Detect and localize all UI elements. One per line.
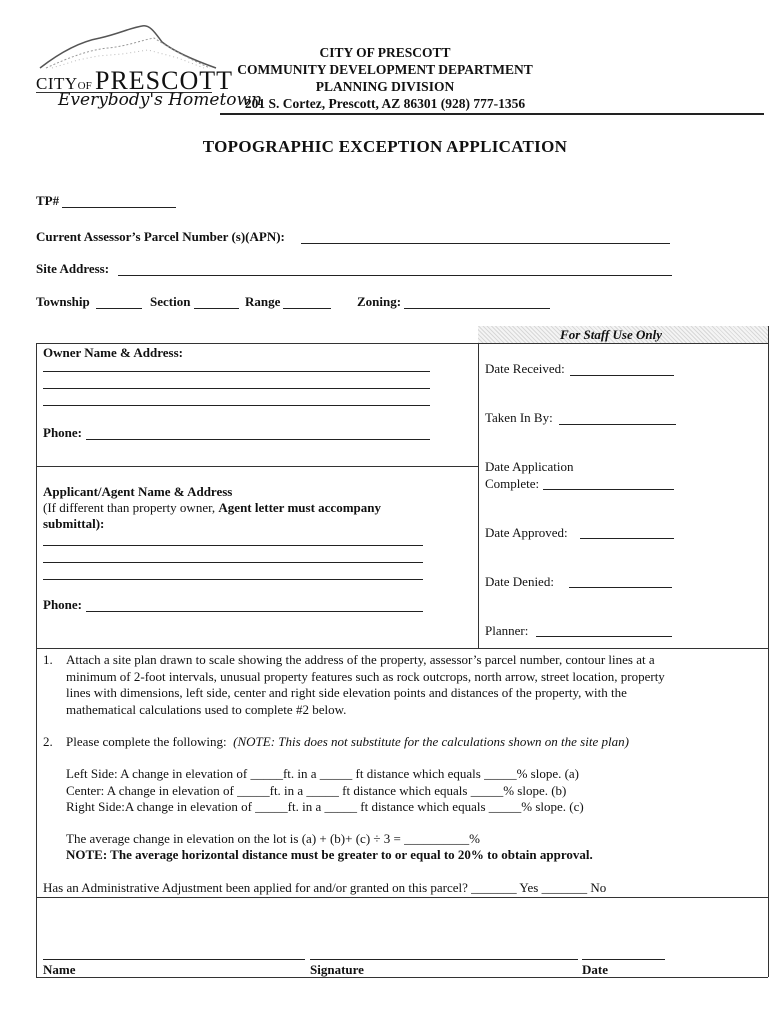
center-row[interactable]: Center: A change in elevation of _____ft. in a _____ ft distance which equals _____% slope. (b) (66, 782, 567, 798)
planner-label: Planner: (485, 623, 529, 638)
signature-area-divider (36, 897, 768, 898)
complete-input[interactable] (543, 489, 674, 490)
taken-in-by-input[interactable] (559, 424, 676, 425)
range-label: Range (245, 294, 281, 309)
date-application-label: Date Application (485, 459, 574, 474)
item1-text (66, 652, 761, 718)
date-label: Date (582, 962, 608, 977)
logo-prescott-text: PRESCOTT (94, 66, 234, 95)
box-bottom (36, 977, 768, 978)
owner-line-1[interactable] (43, 371, 430, 372)
left-side-row[interactable]: Left Side: A change in elevation of _____ft. in a _____ ft distance which equals _____% slope. (a) (66, 766, 580, 781)
applicant-label: Applicant/Agent Name & Address (43, 484, 233, 499)
staff-use-heading (478, 326, 768, 344)
right-side-row[interactable]: Right Side:A change in elevation of _____ft. in a _____ ft distance which equals _____% slope. (c) (66, 799, 584, 814)
item1-line-1: Attach a site plan drawn to scale showing the address of the property, assessor’s parcel number, contour lines at a (66, 652, 655, 667)
owner-line-3[interactable] (43, 405, 430, 406)
signature-label: Signature (310, 962, 364, 977)
applicant-phone-input[interactable] (86, 611, 423, 612)
item1-line-3: lines with dimensions, left side, center and right side elevation points and distances of the property, with the (66, 685, 627, 700)
owner-phone-input[interactable] (86, 439, 430, 440)
applicant-note: (If different than property owner, (43, 500, 219, 515)
name-line[interactable] (43, 959, 305, 960)
zoning-input[interactable] (404, 308, 550, 309)
applicant-phone-label: Phone: (43, 597, 82, 612)
header-department: COMMUNITY DEVELOPMENT DEPARTMENT (237, 62, 533, 77)
date-denied-label: Date Denied: (485, 574, 554, 589)
logo-of-text: OF (77, 80, 92, 92)
mountain-logo-icon (38, 24, 218, 70)
owner-phone-label: Phone: (43, 425, 82, 440)
apn-input[interactable] (301, 243, 670, 244)
taken-in-by-label: Taken In By: (485, 410, 553, 425)
item1-line-4: mathematical calculations used to complete #2 below. (66, 701, 347, 717)
box-staff-divider (478, 326, 479, 648)
header-division: PLANNING DIVISION (315, 79, 455, 94)
section-input[interactable] (194, 308, 239, 309)
logo-city-text: CITY (36, 74, 78, 93)
date-line[interactable] (582, 959, 665, 960)
owner-label: Owner Name & Address: (43, 345, 183, 360)
applicant-note-bold: Agent letter must accompany (218, 500, 381, 515)
apn-label: Current Assessor’s Parcel Number (s)(APN): (36, 229, 285, 244)
date-received-input[interactable] (570, 375, 674, 376)
applicant-note-bold-2: submittal): (43, 516, 105, 531)
zoning-label: Zoning: (357, 294, 402, 309)
box-mid-divider (36, 648, 768, 649)
signature-line[interactable] (310, 959, 578, 960)
date-received-label: Date Received: (485, 361, 565, 376)
township-input[interactable] (96, 308, 142, 309)
item2-text: Please complete the following: (66, 734, 227, 749)
staff-use-heading-text: For Staff Use Only (560, 327, 662, 342)
approval-note: NOTE: The average horizontal distance must be greater to or equal to 20% to obtain approval. (66, 847, 593, 862)
site-address-label: Site Address: (36, 261, 110, 276)
tp-input[interactable] (62, 207, 176, 208)
applicant-line-2[interactable] (43, 562, 423, 563)
box-left-edge (36, 343, 37, 977)
tp-label: TP# (36, 193, 60, 208)
item2-number: 2. (43, 734, 53, 749)
item1-line-2: minimum of 2-foot intervals, unusual property features such as rock outcrops, north arrow, street location, property (66, 668, 665, 684)
site-address-input[interactable] (118, 275, 672, 276)
applicant-line-1[interactable] (43, 545, 423, 546)
owner-applicant-divider (36, 466, 478, 467)
date-denied-input[interactable] (569, 587, 672, 588)
owner-line-2[interactable] (43, 388, 430, 389)
logo-tagline: Everybody's Hometown (58, 90, 263, 110)
section-label: Section (150, 294, 191, 309)
date-approved-input[interactable] (580, 538, 674, 539)
page-title: TOPOGRAPHIC EXCEPTION APPLICATION (202, 137, 568, 156)
box-top-left (36, 343, 478, 344)
admin-adjustment-question[interactable]: Has an Administrative Adjustment been applied for and/or granted on this parcel? _______ Yes _______ No (43, 880, 607, 895)
item1-number: 1. (43, 652, 53, 667)
name-label: Name (43, 962, 76, 977)
header-city: CITY OF PRESCOTT (319, 45, 451, 60)
average-row[interactable]: The average change in elevation on the lot is (a) + (b)+ (c) ÷ 3 = __________% (66, 831, 480, 846)
box-right-edge (768, 326, 769, 977)
township-label: Township (36, 294, 90, 309)
header-address: 201 S. Cortez, Prescott, AZ 86301 (928) 777-1356 (244, 96, 526, 111)
item2-note: (NOTE: This does not substitute for the calculations shown on the site plan) (233, 734, 629, 749)
complete-label: Complete: (485, 476, 540, 491)
applicant-line-3[interactable] (43, 579, 423, 580)
range-input[interactable] (283, 308, 331, 309)
planner-input[interactable] (536, 636, 672, 637)
date-approved-label: Date Approved: (485, 525, 568, 540)
